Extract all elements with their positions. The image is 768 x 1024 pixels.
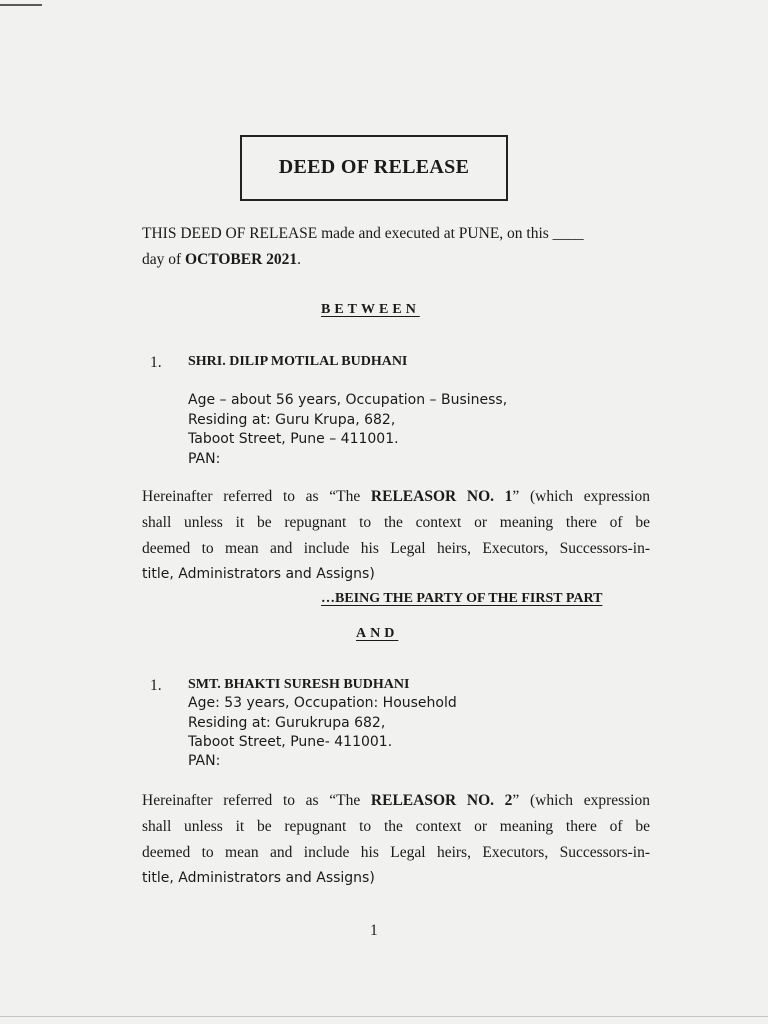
party1-pan: PAN: bbox=[188, 451, 221, 467]
party1-age: Age – about 56 years, Occupation – Business, bbox=[188, 392, 508, 408]
party2-age: Age: 53 years, Occupation: Household bbox=[188, 695, 457, 711]
party2-street: Taboot Street, Pune- 411001. bbox=[188, 734, 393, 750]
releasor2-line-1 bbox=[142, 792, 650, 810]
party2-number: 1. bbox=[150, 677, 162, 694]
party1-residence: Residing at: Guru Krupa, 682, bbox=[188, 412, 396, 428]
scan-edge bbox=[0, 1016, 768, 1017]
releasor1-suffix: ” (which expression bbox=[512, 488, 650, 505]
party1-number: 1. bbox=[150, 354, 162, 371]
title-box bbox=[240, 135, 508, 201]
party2-name: SMT. BHAKTI SURESH BUDHANI bbox=[188, 677, 410, 692]
party1-street: Taboot Street, Pune – 411001. bbox=[188, 431, 399, 447]
document-title: DEED OF RELEASE bbox=[278, 156, 470, 178]
and-heading: AND bbox=[356, 626, 399, 641]
party-first-part-text: …BEING THE PARTY OF THE FIRST PART bbox=[321, 591, 603, 606]
intro-line-2 bbox=[142, 251, 301, 269]
releasor1-prefix: Hereinafter referred to as “The bbox=[142, 488, 371, 505]
intro-period: . bbox=[297, 251, 302, 268]
releasor2-suffix: ” (which expression bbox=[512, 792, 650, 809]
between-heading: BETWEEN bbox=[321, 302, 420, 317]
releasor2-line-2: shall unless it be repugnant to the context or meaning there of be bbox=[142, 818, 650, 835]
releasor2-prefix: Hereinafter referred to as “The bbox=[142, 792, 371, 809]
party1-name: SHRI. DILIP MOTILAL BUDHANI bbox=[188, 354, 408, 369]
party2-pan: PAN: bbox=[188, 753, 221, 769]
releasor2-line-4: title, Administrators and Assigns) bbox=[142, 870, 375, 886]
releasor1-line-3: deemed to mean and include his Legal heirs, Executors, Successors-in- bbox=[142, 540, 650, 557]
releasor1-label: RELEASOR NO. 1 bbox=[370, 488, 513, 505]
releasor2-label: RELEASOR NO. 2 bbox=[370, 792, 513, 809]
intro-day-of: day of bbox=[142, 251, 186, 268]
party-first-part bbox=[321, 591, 602, 607]
releasor1-line-4: title, Administrators and Assigns) bbox=[142, 566, 375, 582]
scan-mark bbox=[0, 4, 42, 6]
releasor1-line-1 bbox=[142, 488, 650, 506]
party2-residence: Residing at: Gurukrupa 682, bbox=[188, 715, 386, 731]
releasor2-line-3: deemed to mean and include his Legal heirs, Executors, Successors-in- bbox=[142, 844, 650, 861]
intro-date: OCTOBER 2021 bbox=[185, 251, 298, 268]
releasor1-line-2: shall unless it be repugnant to the context or meaning there of be bbox=[142, 514, 650, 531]
intro-line-1: THIS DEED OF RELEASE made and executed at PUNE, on this ____ bbox=[142, 225, 584, 242]
page-number: 1 bbox=[370, 922, 378, 939]
